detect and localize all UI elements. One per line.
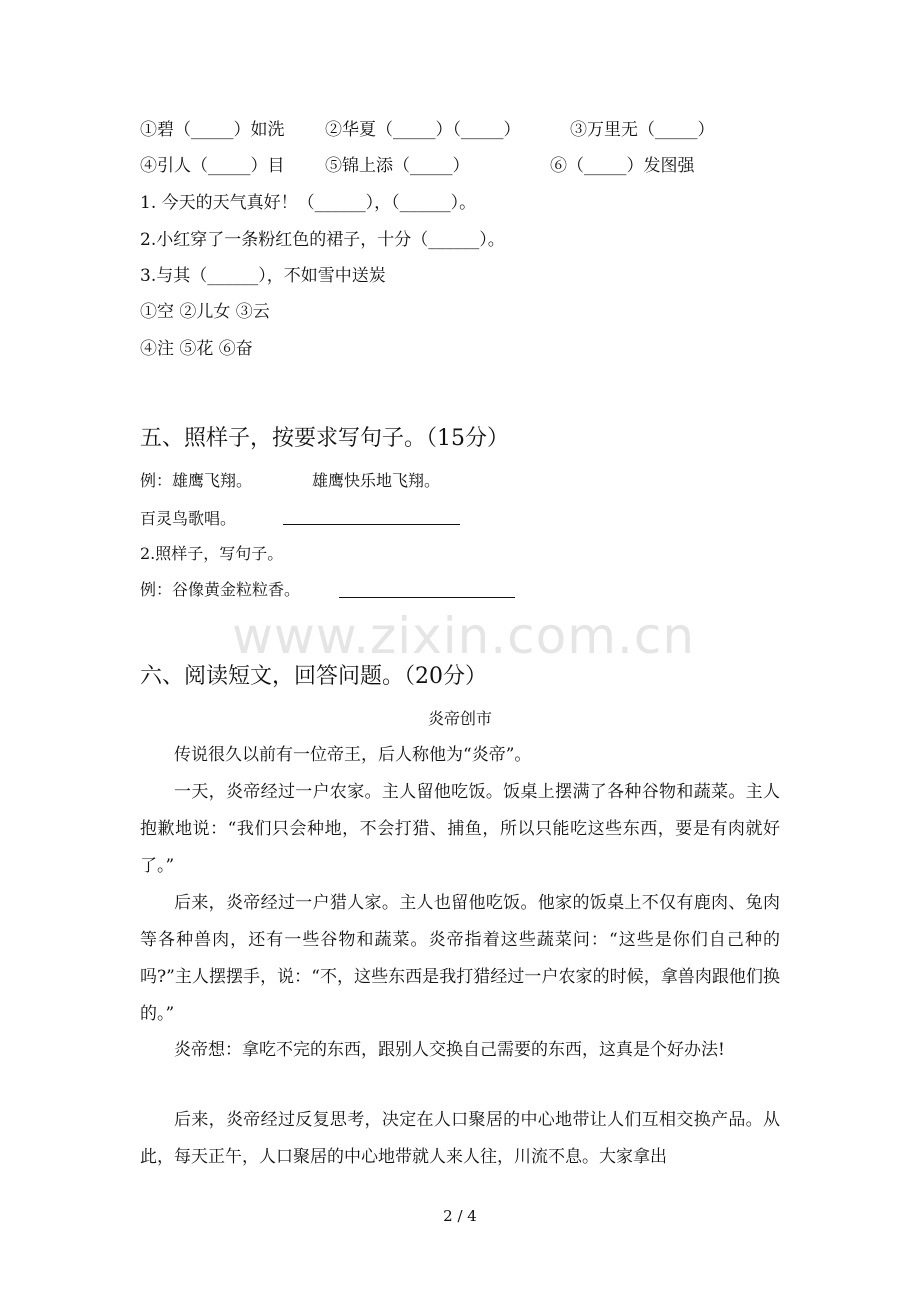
page-number: 2 / 4 — [443, 1207, 477, 1225]
example-1-original: 例：雄鹰飞翔。 — [140, 471, 253, 490]
fill-sentence-1: 1. 今天的天气真好！（______），（______）。 — [140, 193, 477, 213]
paragraph-5: 后来，炎帝经过反复思考，决定在人口聚居的中心地带让人们互相交换产品。从此，每天正午，人口聚居的中心地带就人来人往，川流不息。大家拿出 — [140, 1110, 780, 1167]
idiom-5: ⑤锦上添（_____） — [325, 156, 470, 176]
example-1-expanded: 雄鹰快乐地飞翔。 — [312, 471, 441, 490]
paragraph-4: 炎帝想：拿吃不完的东西，跟别人交换自己需要的东西，这真是个好办法! — [174, 1040, 725, 1060]
paragraph-1: 传说很久以前有一位帝王，后人称他为“炎帝”。 — [174, 745, 532, 765]
word-options-1: ①空 ②儿女 ③云 — [140, 302, 270, 322]
example-2: 例：谷像黄金粒粒香。 — [140, 580, 301, 599]
paragraph-3: 后来，炎帝经过一户猎人家。主人也留他吃饭。他家的饭桌上不仅有鹿肉、兔肉等各种兽肉，还有一些谷物和蔬菜。炎帝指着这些蔬菜问：“这些是你们自己种的吗?”主人摆摆手，说：“不，这些东西是我打猎经过一户农家的时候，拿兽肉跟他们换的。” — [140, 893, 780, 1024]
watermark: www.zixin.com.cn — [232, 607, 696, 665]
fill-sentence-3: 3.与其（______），不如雪中送炭 — [140, 266, 386, 286]
idiom-3: ③万里无（_____） — [570, 120, 715, 140]
idiom-4: ④引人（_____）目 — [140, 156, 285, 176]
idiom-2: ②华夏（_____）（_____） — [325, 120, 521, 140]
idiom-1: ①碧（_____）如洗 — [140, 120, 285, 140]
fill-sentence-2: 2.小红穿了一条粉红色的裙子，十分（______）。 — [140, 230, 505, 250]
question-2: 2.照样子，写句子。 — [140, 544, 284, 563]
section-6-heading: 六、阅读短文，回答问题。（20分） — [140, 664, 487, 689]
answer-line-1[interactable] — [283, 524, 460, 525]
task-1: 百灵鸟歌唱。 — [140, 509, 237, 528]
idiom-6: ⑥（_____）发图强 — [550, 156, 695, 176]
answer-line-2[interactable] — [339, 597, 515, 598]
section-5-heading: 五、照样子，按要求写句子。（15分） — [140, 426, 509, 451]
word-options-2: ④注 ⑤花 ⑥奋 — [140, 339, 253, 359]
article-title: 炎帝创市 — [427, 709, 492, 728]
paragraph-2: 一天，炎帝经过一户农家。主人留他吃饭。饭桌上摆满了各种谷物和蔬菜。主人抱歉地说：“我们只会种地，不会打猎、捕鱼，所以只能吃这些东西，要是有肉就好了。” — [140, 782, 780, 876]
